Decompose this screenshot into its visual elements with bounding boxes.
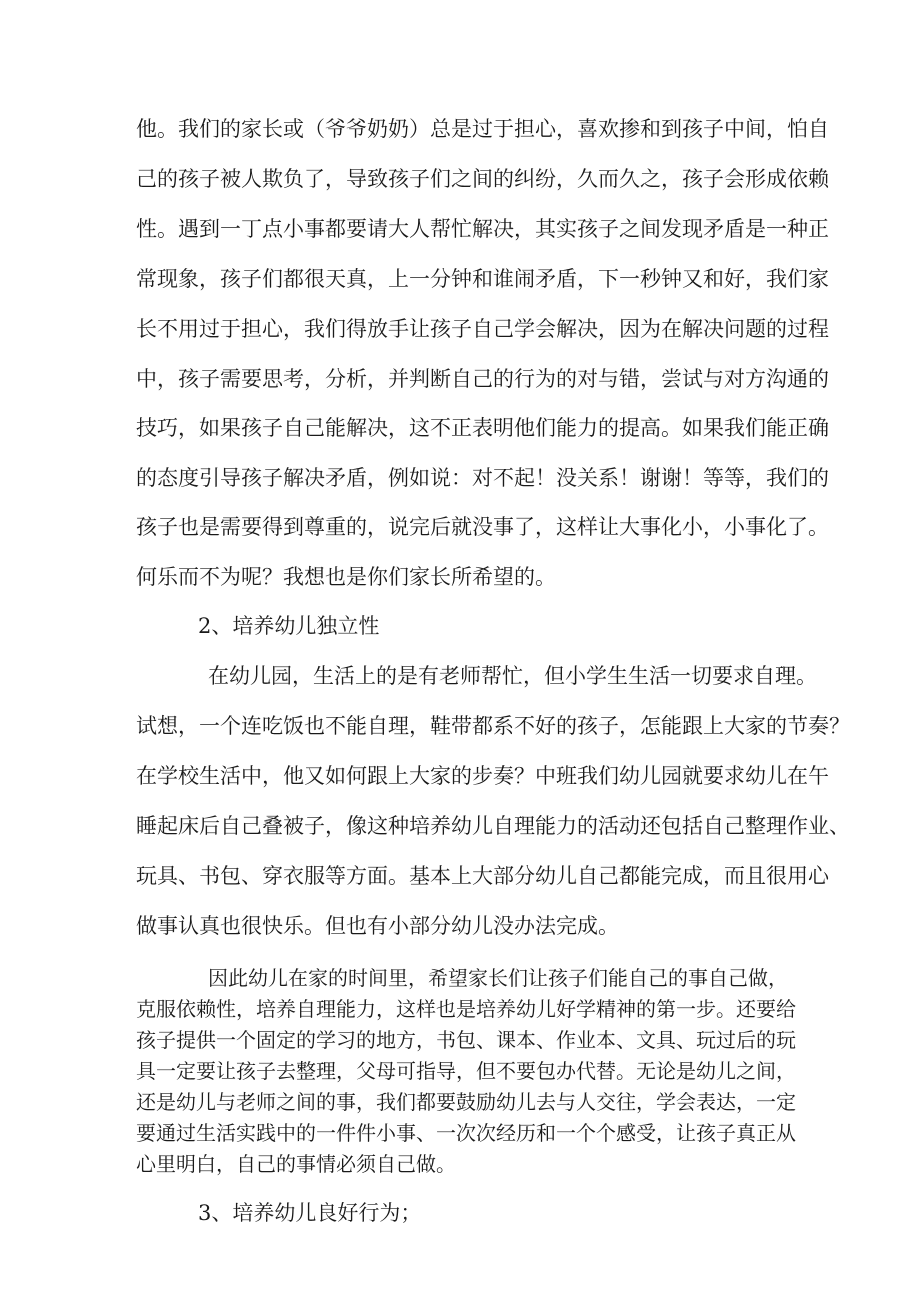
paragraph-line: 他。我们的家长或（爷爷奶奶）总是过于担心，喜欢掺和到孩子中间，怕自	[136, 117, 829, 141]
paragraph-line: 孩子也是需要得到尊重的，说完后就没事了，这样让大事化小，小事化了。	[136, 515, 829, 539]
paragraph-line: 心里明白，自己的事情必须自己做。	[136, 1152, 456, 1176]
paragraph-line: 克服依赖性，培养自理能力，这样也是培养幼儿好学精神的第一步。还要给	[136, 997, 796, 1021]
paragraph-line: 玩具、书包、穿衣服等方面。基本上大部分幼儿自己都能完成，而且很用心	[136, 864, 829, 888]
paragraph-line: 技巧，如果孩子自己能解决，这不正表明他们能力的提高。如果我们能正确	[136, 416, 829, 440]
paragraph-line: 常现象，孩子们都很天真，上一分钟和谁闹矛盾，下一秒钟又和好，我们家	[136, 267, 829, 291]
paragraph-line: 长不用过于担心，我们得放手让孩子自己学会解决，因为在解决问题的过程	[136, 317, 829, 341]
paragraph-line: 做事认真也很快乐。但也有小部分幼儿没办法完成。	[136, 914, 619, 938]
paragraph-line: 睡起床后自己叠被子，像这种培养幼儿自理能力的活动还包括自己整理作业、	[136, 814, 850, 838]
paragraph-line: 性。遇到一丁点小事都要请大人帮忙解决，其实孩子之间发现矛盾是一种正	[136, 217, 829, 241]
paragraph-line: 孩子提供一个固定的学习的地方，书包、课本、作业本、文具、玩过后的玩	[136, 1028, 796, 1052]
paragraph-line: 要通过生活实践中的一件件小事、一次次经历和一个个感受，让孩子真正从	[136, 1121, 796, 1145]
section-heading-2: 2、培养幼儿独立性	[198, 614, 380, 638]
paragraph-line: 中，孩子需要思考，分析，并判断自己的行为的对与错，尝试与对方沟通的	[136, 367, 829, 391]
paragraph-line: 在学校生活中，他又如何跟上大家的步奏？中班我们幼儿园就要求幼儿在午	[136, 764, 829, 788]
paragraph-line: 具一定要让孩子去整理，父母可指导，但不要包办代替。无论是幼儿之间，	[136, 1059, 796, 1083]
paragraph-line: 的态度引导孩子解决矛盾，例如说：对不起！没关系！谢谢！等等，我们的	[136, 466, 829, 490]
paragraph-line: 还是幼儿与老师之间的事，我们都要鼓励幼儿去与人交往，学会表达，一定	[136, 1090, 796, 1114]
section-heading-3: 3、培养幼儿良好行为；	[198, 1201, 422, 1225]
paragraph-line: 试想，一个连吃饭也不能自理，鞋带都系不好的孩子，怎能跟上大家的节奏？	[136, 714, 850, 738]
paragraph-line: 因此幼儿在家的时间里，希望家长们让孩子们能自己的事自己做，	[208, 966, 788, 990]
paragraph-line: 何乐而不为呢？我想也是你们家长所希望的。	[136, 565, 556, 589]
paragraph-line: 在幼儿园，生活上的是有老师帮忙，但小学生生活一切要求自理。	[208, 664, 817, 688]
paragraph-line: 己的孩子被人欺负了，导致孩子们之间的纠纷，久而久之，孩子会形成依赖	[136, 167, 829, 191]
